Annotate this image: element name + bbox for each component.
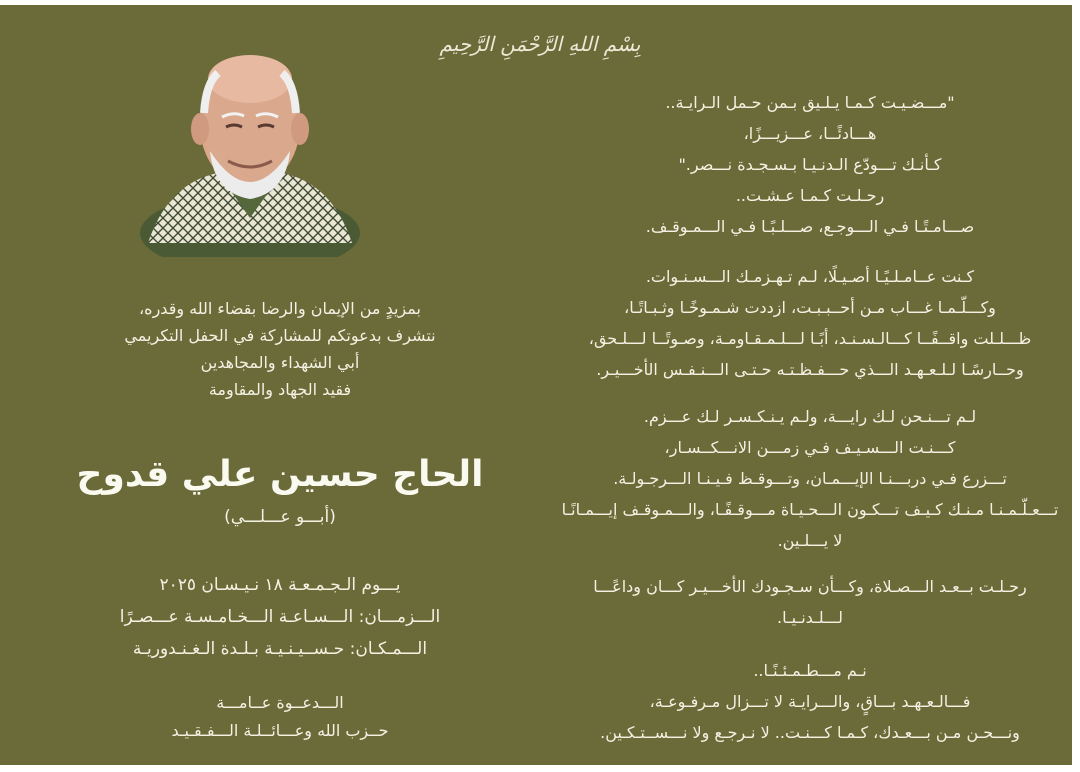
portrait-photo [138,43,362,257]
deceased-kunya: (أبـــو عـــلـــي) [224,507,336,527]
invitation-intro [60,295,500,403]
poem-line: رحـلـت بــعـد الـــصـلاة، وكـــأن سـجـودك الأخـــيـر كـــان وداعًـــا [593,577,1027,596]
poem-stanza-4 [560,571,1060,633]
poem-line: لـــلـدنـيـا. [777,608,843,627]
ceremony-date: يـــوم الـجـمـعـة ١٨ نـيـسـان ٢٠٢٥ [159,575,401,595]
poem-line: لـم تـــنـحن لـك رايـــة، ولـم يـنـكـسـر لـك عـــزم. [643,407,977,426]
poem-stanza-1 [560,87,1060,242]
memorial-invitation-card [0,5,1072,765]
poem-line: وحــارسًـا لـلـعـهـد الـــذي حـــفـظـتـه حـتـى الـــنـفـس الأخـــيـر. [596,360,1024,379]
poem-line: تـــعـلّـمـنـا مـنـك كـيـف تـــكـون الـــحـيـاة مـــوقـفًـا، والـــمـوقـف إيـــمـانًـا [561,500,1059,519]
deceased-name: الحاج حسين علي قدوح [76,454,484,495]
basmala-calligraphy: بِسْمِ اللهِ الرَّحْمَنِ الرَّحِيمِ [439,32,641,56]
poem-line: وكـــلّـمـا غـــاب مـن أحــبـبـت، ازددت شـمـوخًـا وثـبـاتًـا، [624,298,996,317]
poem-line: "مـــضـيـت كـمـا يـلـيق بـمن حـمل الـرايـة.. [665,93,955,112]
ceremony-time: الـــزمـــان: الـــسـاعـة الـــخـامـسـة عـــصـرًا [119,607,441,627]
poem-stanza-2 [560,261,1060,385]
poem-stanza-3 [560,401,1060,556]
poem-line: ونـــحـن مـن بـــعـدك، كـمـا كـــنـت.. لا نـرجـع ولا نـــســتـكـين. [600,723,1020,742]
poem-line: نـم مـــطـمـئـنًـا.. [753,661,867,680]
poem-line: صـــامـتًـا فـي الـــوجـع، صـــلـبًـا فـي الـــمـوقـف. [645,217,975,236]
poem-stanza-5 [560,655,1060,748]
intro-line: بمزيدٍ من الإيمان والرضا بقضاء الله وقدره، [139,299,421,318]
poem-line: كـنت عــامـلـيًـا أصـيـلًا، لـم تـهـزمـك الـــسـنـوات. [645,267,975,286]
poem-line: هـــادئًــا، عـــزيـــزًا، [743,124,877,143]
intro-line: أبي الشهداء والمجاهدين [200,353,360,372]
poem-line: ظـــلـلت واقــفًــا كـــالـسـنـد، أبًـا لـــلـمـقـاومـة، وصـوتًــا لـــلـحق، [588,329,1032,348]
general-invitation: الـــدعــوة عــامـــة [216,693,344,712]
intro-line: فقيد الجهاد والمقاومة [208,380,352,399]
poem-line: كـأنـك تـــودّع الـدنـيـا بـسـجـدة نـــصر." [678,155,942,174]
poem-line: رحـلـت كـمـا عـشـت.. [735,186,885,205]
poem-line: فـــالـعـهـد بـــاقٍ، والـــرايـة لا تـــزال مـرفـوعـة، [649,692,971,711]
ceremony-place: الـــمـكـان: حـســيـنـيـة بـلـدة الـغـنـدوريـة [132,639,428,659]
hosts: حــزب الله وعـــائــلـة الـــفـقـيـد [171,721,389,740]
poem-line: كـــنـت الـــسـيـف فـي زمـــن الانـــكــسـار، [664,438,956,457]
ceremony-details [60,569,500,665]
invitation-footer [60,689,500,745]
poem-line: لا يـــلـين. [777,531,843,550]
poem-line: تـــزرع فـي دربـــنـا الإيـــمـان، وتـــوقـظ فـيـنـا الـــرجـولـة. [613,469,1007,488]
intro-line: نتشرف بدعوتكم للمشاركة في الحفل التكريمي [124,326,436,345]
